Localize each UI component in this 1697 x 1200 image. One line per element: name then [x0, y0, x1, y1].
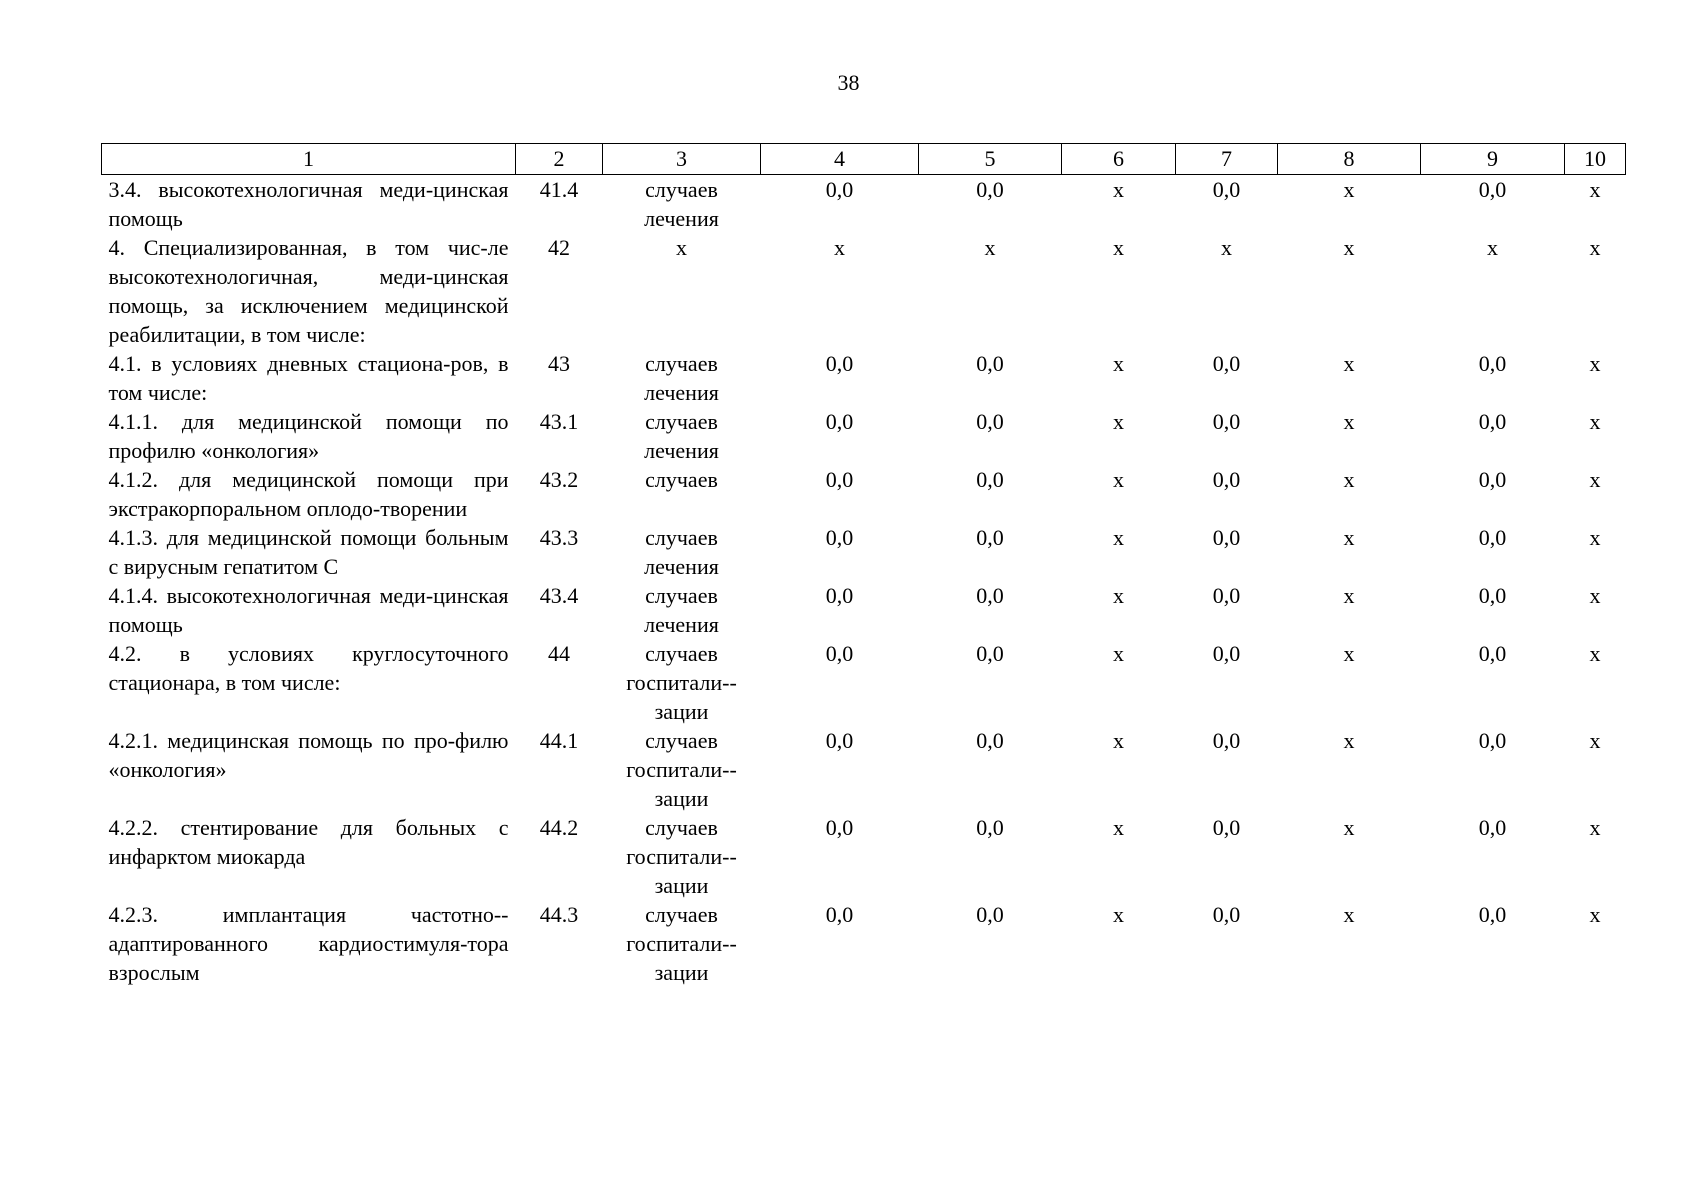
row-name: 4.1.2. для медицинской помощи при экстракорпоральном оплодо-творении	[108, 467, 509, 521]
data-table	[101, 143, 1626, 987]
cell-col-5: х	[984, 235, 996, 260]
cell-col-4: 0,0	[825, 583, 854, 608]
row-code: 41.4	[539, 177, 579, 202]
cell-col-4: 0,0	[825, 728, 854, 753]
cell-col-7: 0,0	[1212, 177, 1241, 202]
column-header-10: 10	[1565, 144, 1626, 175]
cell-col-10: х	[1589, 728, 1601, 753]
row-unit: случаев госпитали-зации	[626, 815, 737, 898]
cell-col-9: 0,0	[1478, 728, 1507, 753]
column-header-3: 3	[603, 144, 761, 175]
column-header-1: 1	[102, 144, 516, 175]
cell-col-6: х	[1113, 902, 1124, 927]
cell-col-10: х	[1589, 467, 1601, 492]
cell-col-6: х	[1113, 235, 1124, 260]
column-header-8: 8	[1278, 144, 1421, 175]
cell-col-6: х	[1113, 409, 1124, 434]
cell-col-6: х	[1113, 728, 1124, 753]
row-name: 4.1.3. для медицинской помощи больным с вирусным гепатитом С	[108, 525, 509, 579]
table-row	[102, 349, 1626, 407]
row-unit: случаев лечения	[644, 525, 719, 579]
row-name: 4.2.1. медицинская помощь по про-филю «онкология»	[108, 728, 509, 782]
cell-col-10: х	[1589, 815, 1601, 840]
cell-col-6: х	[1113, 467, 1124, 492]
cell-col-5: 0,0	[976, 902, 1004, 927]
cell-col-5: 0,0	[976, 525, 1004, 550]
cell-col-7: 0,0	[1212, 351, 1241, 376]
row-unit: х	[676, 235, 687, 260]
row-code: 44.2	[539, 815, 579, 840]
cell-col-6: х	[1113, 525, 1124, 550]
column-header-4: 4	[761, 144, 919, 175]
cell-col-4: 0,0	[825, 177, 854, 202]
cell-col-8: х	[1343, 467, 1355, 492]
cell-col-9: 0,0	[1478, 902, 1507, 927]
cell-col-10: х	[1589, 235, 1601, 260]
row-unit: случаев госпитали-зации	[626, 728, 737, 811]
cell-col-7: 0,0	[1212, 583, 1241, 608]
cell-col-6: х	[1113, 177, 1124, 202]
cell-col-9: 0,0	[1478, 525, 1507, 550]
row-code: 44.3	[539, 902, 579, 927]
row-code: 43.1	[539, 409, 579, 434]
row-unit: случаев лечения	[644, 583, 719, 637]
row-unit: случаев госпитали-зации	[626, 641, 737, 724]
cell-col-4: 0,0	[825, 351, 854, 376]
cell-col-4: 0,0	[825, 409, 854, 434]
cell-col-7: 0,0	[1212, 902, 1241, 927]
cell-col-8: х	[1343, 177, 1355, 202]
table-row	[102, 523, 1626, 581]
cell-col-7: 0,0	[1212, 728, 1241, 753]
cell-col-10: х	[1589, 177, 1601, 202]
cell-col-8: х	[1343, 728, 1355, 753]
cell-col-7: 0,0	[1212, 467, 1241, 492]
row-unit: случаев лечения	[644, 351, 719, 405]
row-name: 4.1.4. высокотехнологичная меди-цинская помощь	[108, 583, 509, 637]
cell-col-9: 0,0	[1478, 815, 1507, 840]
cell-col-8: х	[1343, 525, 1355, 550]
row-name: 4.1. в условиях дневных стациона-ров, в том числе:	[108, 351, 509, 405]
row-unit: случаев лечения	[644, 409, 719, 463]
cell-col-8: х	[1343, 235, 1355, 260]
row-name: 4.2.2. стентирование для больных с инфарктом миокарда	[108, 815, 509, 869]
column-header-2: 2	[516, 144, 603, 175]
table-row	[102, 581, 1626, 639]
row-code: 44	[548, 641, 570, 666]
cell-col-8: х	[1343, 409, 1355, 434]
cell-col-7: 0,0	[1212, 525, 1241, 550]
column-header-5: 5	[919, 144, 1062, 175]
row-name: 3.4. высокотехнологичная меди-цинская помощь	[108, 177, 509, 231]
table-row	[102, 175, 1626, 234]
page-number: 38	[837, 70, 860, 95]
row-unit: случаев	[645, 467, 718, 492]
row-name: 4.2.3. имплантация частотно-адаптированного кардиостимуля-тора взрослым	[108, 902, 509, 985]
column-header-7: 7	[1176, 144, 1278, 175]
cell-col-5: 0,0	[976, 177, 1004, 202]
cell-col-7: 0,0	[1212, 641, 1241, 666]
row-name: 4.2. в условиях круглосуточного стационара, в том числе:	[108, 641, 509, 695]
row-name: 4.1.1. для медицинской помощи по профилю «онкология»	[108, 409, 509, 463]
header-row	[102, 144, 1626, 175]
cell-col-5: 0,0	[976, 815, 1004, 840]
row-code: 43	[548, 351, 570, 376]
cell-col-9: 0,0	[1478, 641, 1507, 666]
cell-col-8: х	[1343, 583, 1355, 608]
cell-col-9: 0,0	[1478, 583, 1507, 608]
cell-col-4: 0,0	[825, 467, 854, 492]
table-row	[102, 639, 1626, 726]
cell-col-6: х	[1113, 351, 1124, 376]
row-code: 42	[548, 235, 570, 260]
cell-col-10: х	[1589, 525, 1601, 550]
cell-col-10: х	[1589, 902, 1601, 927]
cell-col-6: х	[1113, 815, 1124, 840]
cell-col-5: 0,0	[976, 583, 1004, 608]
cell-col-9: 0,0	[1478, 351, 1507, 376]
cell-col-7: 0,0	[1212, 409, 1241, 434]
cell-col-10: х	[1589, 583, 1601, 608]
cell-col-9: 0,0	[1478, 409, 1507, 434]
cell-col-8: х	[1343, 351, 1355, 376]
cell-col-4: х	[834, 235, 845, 260]
table-row	[102, 233, 1626, 349]
row-code: 43.2	[539, 467, 579, 492]
cell-col-9: х	[1487, 235, 1498, 260]
cell-col-5: 0,0	[976, 409, 1004, 434]
row-name: 4. Специализированная, в том чис-ле высокотехнологичная, меди-цинская помощь, за исключением медицинской реабилитации, в том числе:	[108, 235, 509, 347]
cell-col-6: х	[1113, 641, 1124, 666]
cell-col-4: 0,0	[825, 815, 854, 840]
cell-col-10: х	[1589, 641, 1601, 666]
row-code: 43.4	[539, 583, 579, 608]
cell-col-6: х	[1113, 583, 1124, 608]
column-header-6: 6	[1062, 144, 1176, 175]
table-row	[102, 900, 1626, 987]
table-row	[102, 465, 1626, 523]
cell-col-8: х	[1343, 815, 1355, 840]
cell-col-9: 0,0	[1478, 467, 1507, 492]
cell-col-5: 0,0	[976, 641, 1004, 666]
cell-col-5: 0,0	[976, 728, 1004, 753]
cell-col-9: 0,0	[1478, 177, 1507, 202]
cell-col-4: 0,0	[825, 902, 854, 927]
cell-col-10: х	[1589, 351, 1601, 376]
table-row	[102, 813, 1626, 900]
cell-col-10: х	[1589, 409, 1601, 434]
cell-col-8: х	[1343, 902, 1355, 927]
row-code: 44.1	[539, 728, 579, 753]
row-unit: случаев лечения	[644, 177, 719, 231]
table-row	[102, 407, 1626, 465]
row-unit: случаев госпитали-зации	[626, 902, 737, 985]
table-row	[102, 726, 1626, 813]
cell-col-4: 0,0	[825, 525, 854, 550]
cell-col-5: 0,0	[976, 351, 1004, 376]
row-code: 43.3	[539, 525, 579, 550]
column-header-9: 9	[1421, 144, 1565, 175]
cell-col-4: 0,0	[825, 641, 854, 666]
cell-col-7: 0,0	[1212, 815, 1241, 840]
cell-col-7: х	[1221, 235, 1232, 260]
cell-col-5: 0,0	[976, 467, 1004, 492]
cell-col-8: х	[1343, 641, 1355, 666]
